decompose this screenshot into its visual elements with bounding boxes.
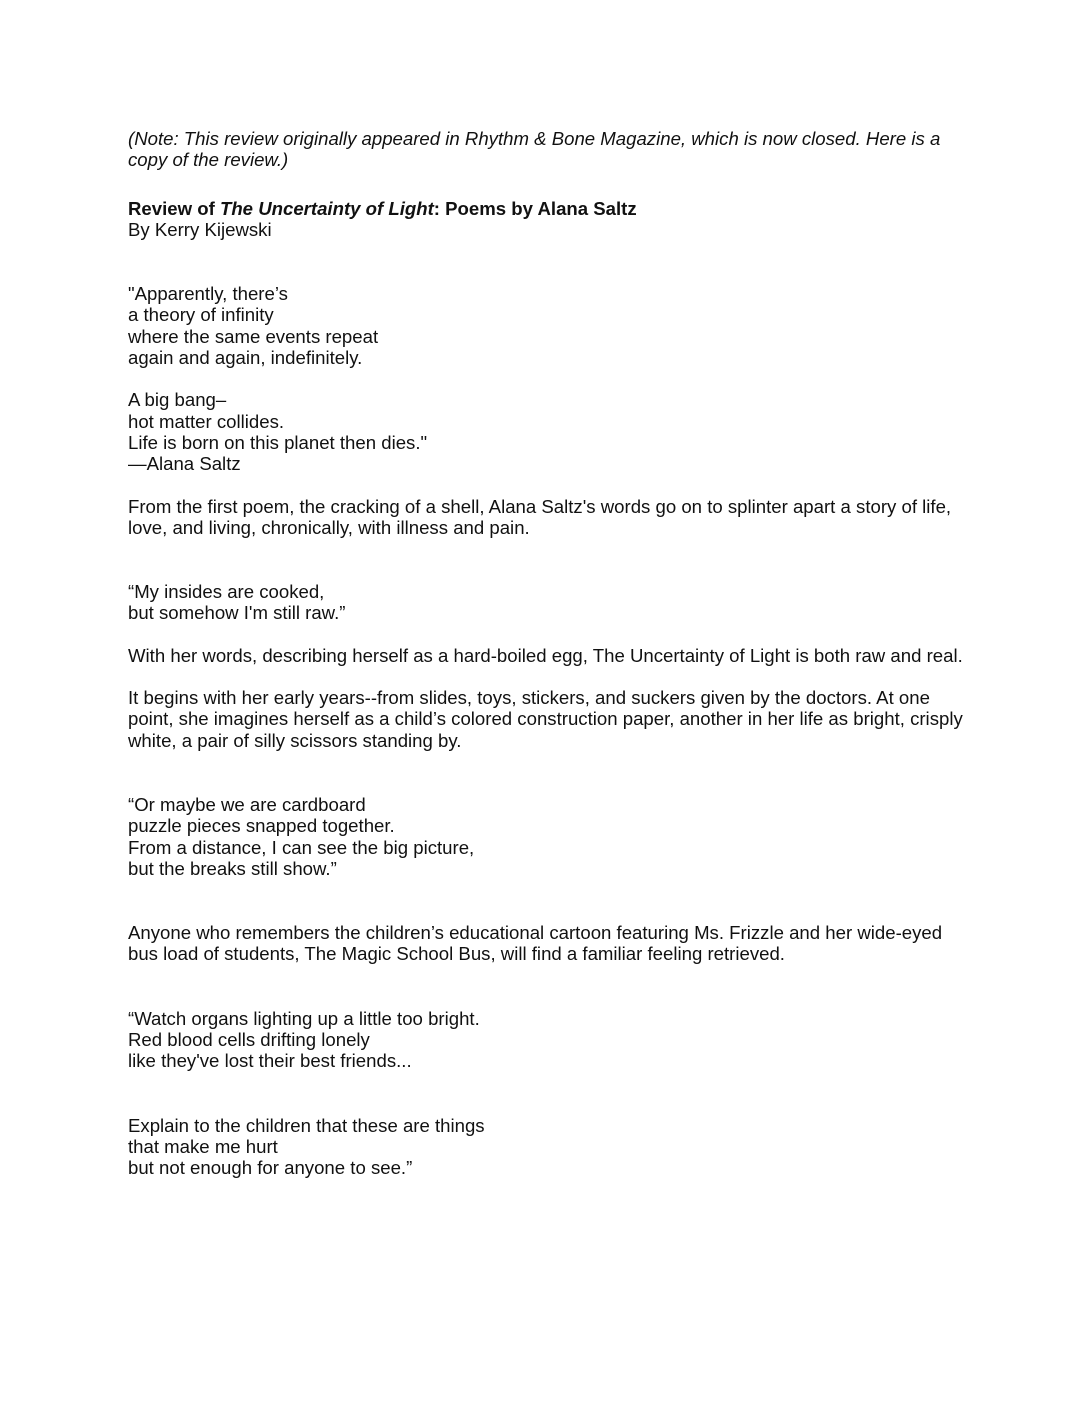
verse-line: puzzle pieces snapped together. xyxy=(128,815,395,837)
verse-line: but the breaks still show.” xyxy=(128,857,337,879)
verse-line: like they've lost their best friends... xyxy=(128,1050,412,1072)
paragraph-magic-school-bus: Anyone who remembers the children’s educational cartoon featuring Ms. Frizzle and her wide-eyed bus load of students, The Magic School Bus, will find a familiar feeling retrieved. xyxy=(128,922,943,965)
verse-line: "Apparently, there’s xyxy=(128,283,288,305)
verse-line: “Or maybe we are cardboard xyxy=(128,793,366,815)
excerpt-infinity-stanza-2 xyxy=(128,389,968,474)
verse-line: where the same events repeat xyxy=(128,325,379,347)
verse-line: Life is born on this planet then dies." xyxy=(128,431,428,453)
verse-line: again and again, indefinitely. xyxy=(128,347,363,369)
verse-line: hot matter collides. xyxy=(128,410,285,432)
paragraph-first-poem: From the first poem, the cracking of a shell, Alana Saltz's words go on to splinter apart a story of life, love, and living, chronically, with illness and pain. xyxy=(128,495,952,538)
editor-note: (Note: This review originally appeared in Rhythm & Bone Magazine, which is now closed. Here is a copy of the review.) xyxy=(128,128,941,171)
title-suffix: : Poems by Alana Saltz xyxy=(433,197,637,219)
review-title xyxy=(128,198,968,219)
verse-line: A big bang– xyxy=(128,389,227,411)
title-prefix: Review of xyxy=(128,197,220,219)
verse-line: “Watch organs lighting up a little too bright. xyxy=(128,1007,480,1029)
verse-line: but not enough for anyone to see.” xyxy=(128,1157,413,1179)
verse-line: that make me hurt xyxy=(128,1135,278,1157)
excerpt-cardboard xyxy=(128,794,968,879)
verse-line: but somehow I'm still raw.” xyxy=(128,602,346,624)
paragraph-hard-boiled-egg: With her words, describing herself as a hard-boiled egg, The Uncertainty of Light is both raw and real. xyxy=(128,644,963,666)
verse-line: “My insides are cooked, xyxy=(128,581,325,603)
paragraph-early-years: It begins with her early years--from slides, toys, stickers, and suckers given by the doctors. At one point, she imagines herself as a child’s colored construction paper, another in her life as bright, crisply white, a pair of silly scissors standing by. xyxy=(128,687,963,751)
byline: By Kerry Kijewski xyxy=(128,218,272,240)
excerpt-organs-stanza-2 xyxy=(128,1115,968,1179)
verse-line: Explain to the children that these are things xyxy=(128,1114,485,1136)
book-title: The Uncertainty of Light xyxy=(219,197,434,219)
document-page xyxy=(128,128,968,1179)
verse-line: a theory of infinity xyxy=(128,304,274,326)
verse-line: Red blood cells drifting lonely xyxy=(128,1029,370,1051)
excerpt-infinity-stanza-1 xyxy=(128,283,968,368)
verse-attribution: —Alana Saltz xyxy=(128,453,241,475)
excerpt-organs-stanza-1 xyxy=(128,1008,968,1072)
verse-line: From a distance, I can see the big picture, xyxy=(128,836,475,858)
excerpt-cooked xyxy=(128,581,968,624)
